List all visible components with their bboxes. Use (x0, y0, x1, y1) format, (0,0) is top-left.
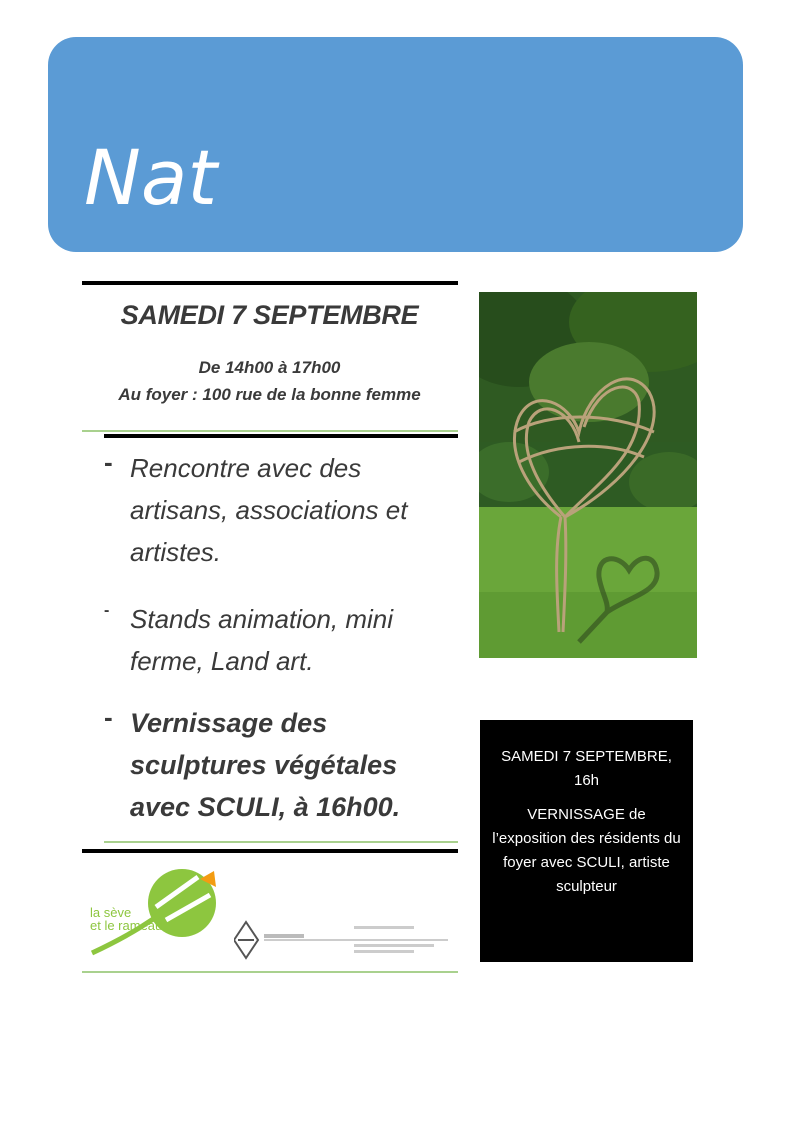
divider (82, 430, 458, 432)
sculpture-photo (479, 292, 697, 658)
heart-willow-sculpture-icon (479, 292, 697, 658)
divider (82, 849, 458, 853)
logo-text: la sève (90, 905, 132, 920)
vernissage-info-box (480, 720, 693, 962)
event-date-heading: SAMEDI 7 SEPTEMBRE (120, 300, 419, 330)
page-title: Nat (84, 133, 218, 222)
bullet-dash: - (104, 602, 110, 619)
divider (104, 434, 458, 438)
event-place: Au foyer : 100 rue de la bonne femme (118, 385, 421, 404)
bullet-text: Vernissage des sculptures végétales avec SCULI, à 16h00. (130, 708, 401, 822)
divider (82, 971, 458, 973)
divider (104, 841, 458, 843)
bullet-text: Stands animation, mini ferme, Land art. (130, 604, 394, 676)
bullet-text: Rencontre avec des artisans, associations et artistes. (130, 453, 408, 567)
info-box-body: VERNISSAGE de l’exposition des résidents du foyer avec SCULI, artiste sculpteur (492, 806, 681, 895)
bullet-dash: - (104, 447, 113, 477)
info-box-date: SAMEDI 7 SEPTEMBRE, 16h (501, 748, 672, 789)
logo-text: et le rameau (90, 918, 163, 933)
divider (82, 281, 458, 285)
event-time: De 14h00 à 17h00 (198, 358, 341, 377)
bullet-dash: - (104, 702, 113, 732)
partner-logo-icon (234, 920, 448, 960)
seve-rameau-logo (86, 865, 226, 961)
partner-logo (234, 920, 448, 960)
